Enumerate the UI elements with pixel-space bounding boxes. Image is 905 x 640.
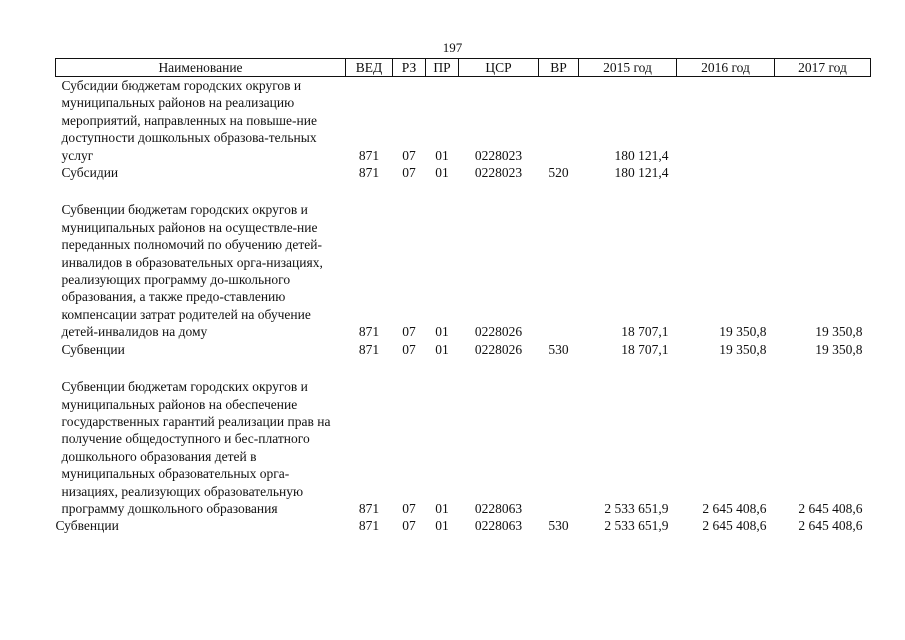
row-2015: 18 707,1	[621, 324, 669, 340]
row-2016: 2 645 408,6	[702, 518, 767, 534]
row-ved: 871	[358, 518, 380, 534]
row-pr: 01	[435, 147, 449, 163]
row-csr: 0228026	[474, 341, 523, 357]
row-2016: 2 645 408,6	[702, 500, 767, 516]
row-vr: 530	[548, 341, 569, 357]
table-row	[56, 164, 871, 181]
spacer-cell	[56, 358, 871, 378]
row-name: Субвенции бюджетам городских округов и муниципальных районов на обеспечение государственных гарантий реализации прав на получение общедоступного и бес-платного дошкольного образования детей в муниципальных образовательных орга-низациях, реализующих образовательную программу дошкольного образования	[61, 379, 331, 516]
page-number: 197	[442, 40, 463, 55]
row-csr: 0228023	[474, 147, 523, 163]
table-row	[56, 201, 871, 340]
header-ved: ВЕД	[346, 59, 393, 77]
row-pr: 01	[435, 324, 449, 340]
row-csr: 0228063	[474, 518, 523, 534]
header-2015: 2015 год	[579, 59, 677, 77]
spacer-row	[56, 181, 871, 201]
row-name: Субвенции бюджетам городских округов и муниципальных районов на осуществле-ние переданных полномочий по обучению детей-инвалидов в образовательных орга-низациях, реализующих программу до-школьного образования, а также предо-ставлению компенсации затрат родителей на обучение детей-инвалидов на дому	[61, 202, 323, 340]
row-2015: 2 533 651,9	[604, 500, 669, 516]
row-name: Субвенции	[55, 518, 119, 534]
table-row	[56, 77, 871, 165]
row-csr: 0228023	[474, 165, 523, 181]
row-2017	[775, 77, 871, 165]
row-2016	[677, 164, 775, 181]
row-csr: 0228026	[474, 324, 523, 340]
header-rz: РЗ	[393, 59, 426, 77]
row-vr: 520	[548, 165, 569, 181]
header-pr: ПР	[426, 59, 459, 77]
row-2017: 2 645 408,6	[798, 518, 863, 534]
row-ved: 871	[358, 147, 380, 163]
row-2017: 2 645 408,6	[798, 500, 863, 516]
row-2015: 180 121,4	[614, 147, 669, 163]
row-rz: 07	[402, 518, 416, 534]
row-2015: 2 533 651,9	[604, 518, 669, 534]
row-vr: 530	[548, 518, 569, 534]
row-2016: 19 350,8	[719, 324, 767, 340]
row-2017	[775, 164, 871, 181]
row-rz: 07	[402, 165, 416, 181]
row-2017: 19 350,8	[815, 341, 863, 357]
header-2017: 2017 год	[775, 59, 871, 77]
header-csr: ЦСР	[459, 59, 539, 77]
header-2016: 2016 год	[677, 59, 775, 77]
row-pr: 01	[435, 500, 449, 516]
spacer-row	[56, 358, 871, 378]
row-vr	[539, 378, 579, 517]
row-2017: 19 350,8	[815, 324, 863, 340]
row-pr: 01	[435, 518, 449, 534]
table-header-row	[56, 59, 871, 77]
spacer-cell	[56, 181, 871, 201]
row-2015: 180 121,4	[614, 165, 669, 181]
row-csr: 0228063	[474, 500, 523, 516]
row-name: Субсидии	[61, 165, 119, 181]
row-rz: 07	[402, 500, 416, 516]
table-row	[56, 517, 871, 534]
row-rz: 07	[402, 324, 416, 340]
table-row	[56, 378, 871, 517]
row-name: Субсидии бюджетам городских округов и муниципальных районов на реализацию мероприятий, направленных на повыше-ние доступности дошкольных образова-тельных услуг	[61, 78, 317, 163]
table-row	[56, 341, 871, 358]
header-vr: ВР	[539, 59, 579, 77]
budget-table	[55, 58, 871, 535]
row-ved: 871	[358, 165, 380, 181]
row-pr: 01	[435, 165, 449, 181]
header-name: Наименование	[56, 59, 346, 77]
row-ved: 871	[358, 500, 380, 516]
row-ved: 871	[358, 341, 380, 357]
row-rz: 07	[402, 341, 416, 357]
row-vr	[539, 77, 579, 165]
row-name: Субвенции	[61, 341, 125, 357]
row-rz: 07	[402, 147, 416, 163]
row-ved: 871	[358, 324, 380, 340]
row-pr: 01	[435, 341, 449, 357]
row-2016: 19 350,8	[719, 341, 767, 357]
row-vr	[539, 201, 579, 340]
row-2016	[677, 77, 775, 165]
row-2015: 18 707,1	[621, 341, 669, 357]
